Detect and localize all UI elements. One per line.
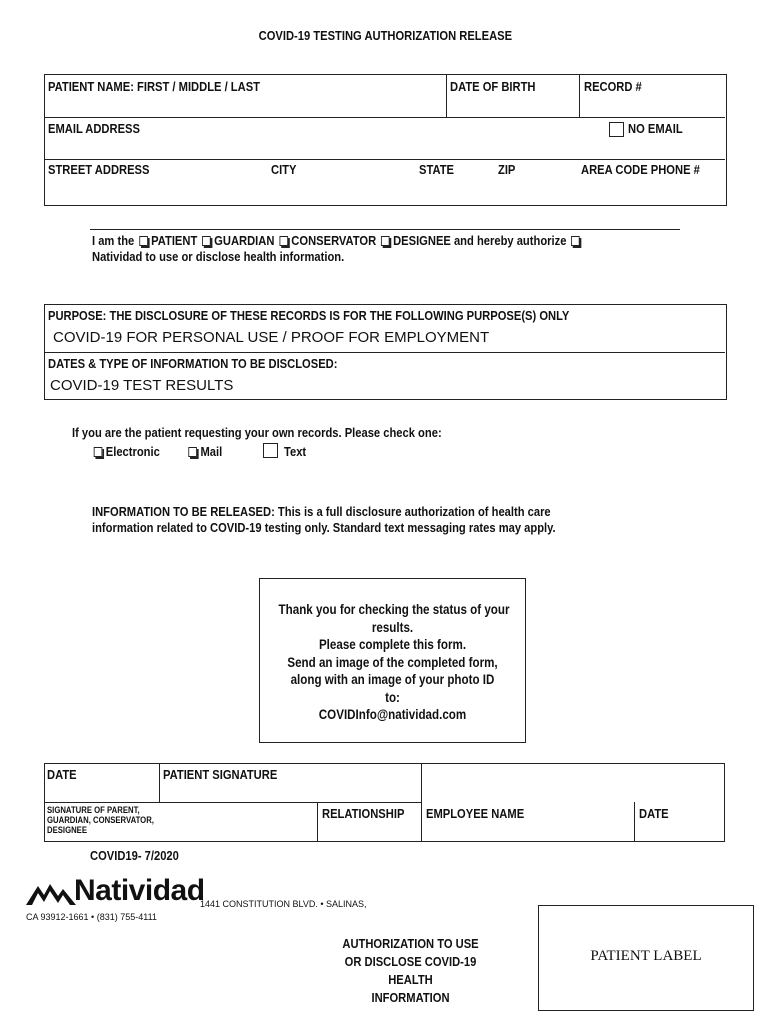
state-label: STATE: [419, 162, 454, 177]
patient-name-label: PATIENT NAME: FIRST / MIDDLE / LAST: [48, 79, 261, 94]
date-2-label: DATE: [639, 806, 669, 821]
natividad-logo: [26, 874, 205, 911]
authorization-line-1: I am the PATIENT GUARDIAN CONSERVATOR DESIGNEE and hereby authorize: [92, 233, 583, 248]
no-email-label: NO EMAIL: [628, 121, 683, 136]
patient-label-text: PATIENT LABEL: [590, 948, 702, 964]
date-label: DATE: [47, 767, 77, 782]
authorize-checkbox[interactable]: [571, 236, 580, 246]
patient-signature-label: PATIENT SIGNATURE: [163, 767, 278, 782]
delivery-question: If you are the patient requesting your own records. Please check one:: [72, 425, 442, 440]
info-release-line-2: information related to COVID-19 testing only. Standard text messaging rates may apply.: [92, 520, 556, 535]
electronic-label: Electronic: [105, 444, 160, 459]
notice-box: [259, 578, 526, 743]
patient-label-box: [538, 905, 754, 1011]
text-checkbox[interactable]: [263, 443, 278, 458]
address-line-1: 1441 CONSTITUTION BLVD. • SALINAS,: [200, 899, 367, 909]
city-label: CITY: [271, 162, 297, 177]
notice-text: Thank you for checking the status of your results. Please complete this form. Send an image of the completed form, along with an image of your photo ID to: COVIDInfo@natividad.com: [278, 602, 510, 722]
form-title: COVID-19 TESTING AUTHORIZATION RELEASE: [258, 28, 512, 43]
electronic-checkbox[interactable]: [94, 447, 103, 457]
dates-label: DATES & TYPE OF INFORMATION TO BE DISCLOSED:: [48, 356, 338, 371]
record-label: RECORD #: [584, 79, 642, 94]
mountains-icon: [26, 878, 76, 906]
parent-signature-label: SIGNATURE OF PARENT, GUARDIAN, CONSERVATOR, DESIGNEE: [47, 805, 154, 835]
dates-value: COVID-19 TEST RESULTS: [50, 377, 234, 394]
email-label: EMAIL ADDRESS: [48, 121, 140, 136]
divider: [90, 229, 680, 230]
auth-title: AUTHORIZATION TO USE OR DISCLOSE COVID-19 HEALTH INFORMATION: [342, 936, 479, 1005]
address-line-2: CA 93912-1661 • (831) 755-4111: [26, 912, 157, 922]
signature-box: [44, 763, 725, 842]
logo-text: Natividad: [74, 874, 205, 907]
zip-label: ZIP: [498, 162, 516, 177]
conservator-checkbox[interactable]: [279, 236, 288, 246]
dob-label: DATE OF BIRTH: [450, 79, 536, 94]
purpose-box: [44, 304, 727, 400]
info-release-line-1: INFORMATION TO BE RELEASED: This is a full disclosure authorization of health care: [92, 504, 551, 519]
guardian-checkbox[interactable]: [202, 236, 211, 246]
purpose-label: PURPOSE: THE DISCLOSURE OF THESE RECORDS IS FOR THE FOLLOWING PURPOSE(S) ONLY: [48, 308, 570, 323]
patient-checkbox[interactable]: [139, 236, 148, 246]
form-code: COVID19- 7/2020: [90, 848, 179, 863]
designee-checkbox[interactable]: [381, 236, 390, 246]
notice-email: COVIDInfo@natividad.com: [318, 707, 467, 722]
patient-info-box: [44, 74, 727, 206]
relationship-label: RELATIONSHIP: [322, 806, 405, 821]
phone-label: AREA CODE PHONE #: [581, 162, 700, 177]
text-label: Text: [284, 444, 307, 459]
street-label: STREET ADDRESS: [48, 162, 150, 177]
authorization-line-2: Natividad to use or disclose health information.: [92, 249, 345, 264]
mail-label: Mail: [200, 444, 223, 459]
delivery-options: [92, 444, 222, 459]
mail-checkbox[interactable]: [188, 447, 197, 457]
purpose-value: COVID-19 FOR PERSONAL USE / PROOF FOR EMPLOYMENT: [53, 329, 490, 346]
employee-name-label: EMPLOYEE NAME: [426, 806, 525, 821]
no-email-checkbox[interactable]: [609, 122, 624, 137]
